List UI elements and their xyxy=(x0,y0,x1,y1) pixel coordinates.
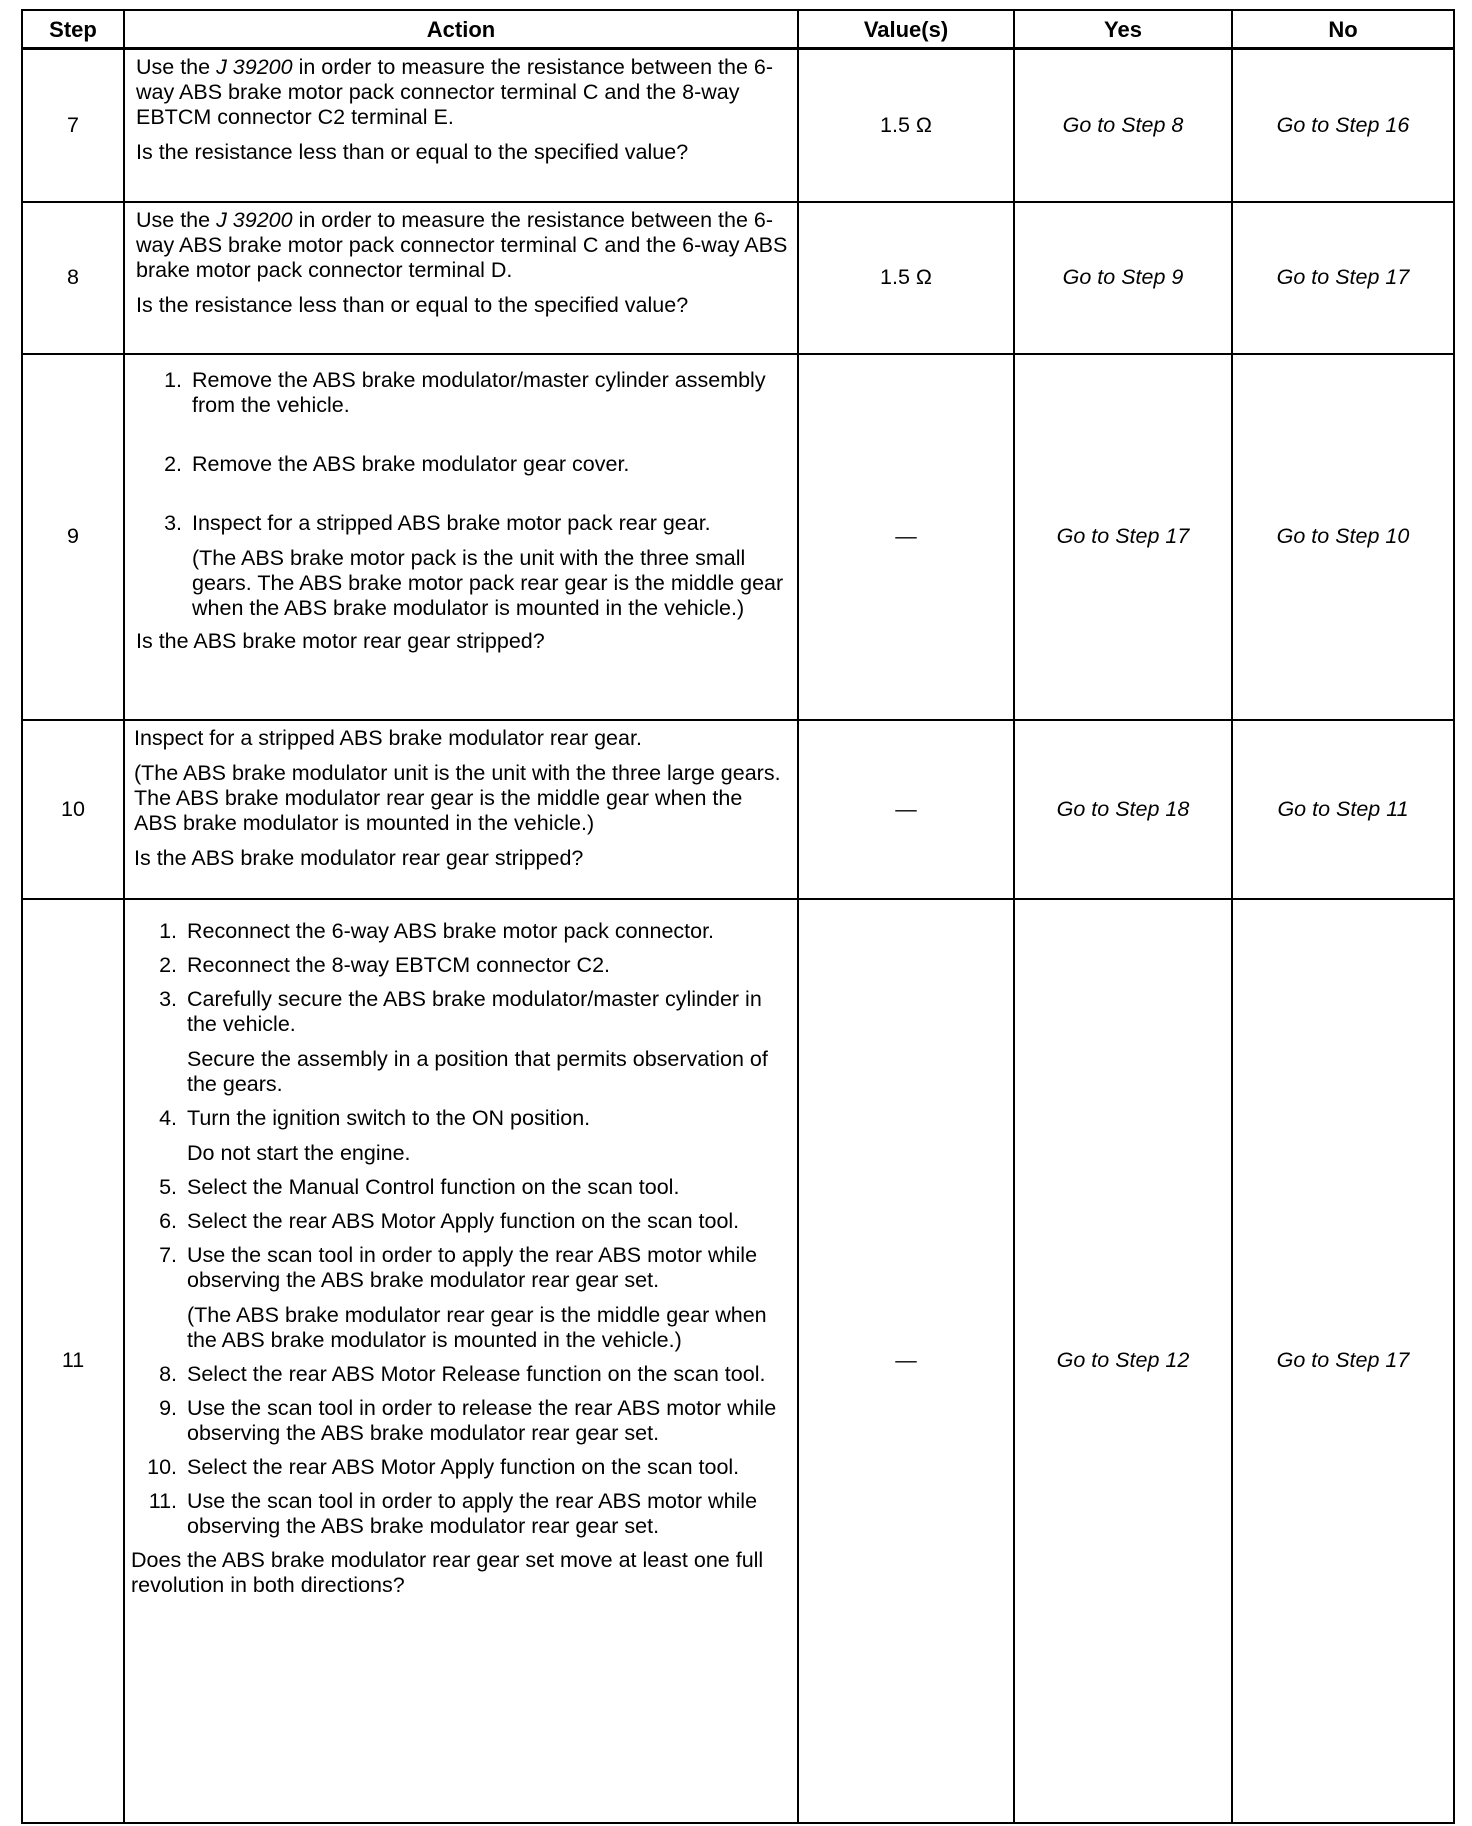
action-text: in order to measure the resistance between the 6-way ABS brake motor pack connector terminal C and the 8-way EBTCM connector C2 terminal E. xyxy=(136,55,774,129)
table-row-step-7 xyxy=(22,49,1454,202)
item-text: Select the rear ABS Motor Apply function on the scan tool. xyxy=(187,1208,740,1233)
no-link[interactable]: Go to Step 16 xyxy=(1232,49,1454,202)
item-note: (The ABS brake modulator rear gear is the middle gear when the ABS brake modulator is mounted in the vehicle.) xyxy=(187,1302,767,1352)
action-question: Is the ABS brake modulator rear gear stripped? xyxy=(134,845,584,870)
procedure-list xyxy=(136,360,789,621)
yes-link[interactable]: Go to Step 17 xyxy=(1014,354,1232,720)
tool-name: J 39200 xyxy=(216,55,293,79)
yes-link[interactable]: Go to Step 9 xyxy=(1014,202,1232,354)
table-row-step-9 xyxy=(22,354,1454,720)
list-item xyxy=(136,368,789,418)
action-cell xyxy=(124,354,798,720)
header-no: No xyxy=(1232,10,1454,49)
yes-link[interactable]: Go to Step 18 xyxy=(1014,720,1232,899)
list-item xyxy=(131,1396,789,1446)
item-number: 5. xyxy=(159,1174,177,1199)
list-item xyxy=(131,1455,789,1480)
action-text: in order to measure the resistance between the 6-way ABS brake motor pack connector terminal C and the 6-way ABS brake motor pack connector terminal D. xyxy=(136,207,788,282)
list-item xyxy=(131,1209,789,1234)
list-item xyxy=(131,1175,789,1200)
header-step: Step xyxy=(22,10,124,49)
item-text: Reconnect the 6-way ABS brake motor pack connector. xyxy=(187,918,715,943)
list-item xyxy=(136,511,789,621)
item-number: 9. xyxy=(159,1395,177,1420)
item-number: 1. xyxy=(159,918,177,943)
action-cell xyxy=(124,899,798,1823)
list-item xyxy=(131,1243,789,1353)
item-text: Select the rear ABS Motor Release function on the scan tool. xyxy=(187,1361,766,1386)
header-row xyxy=(22,10,1454,49)
action-question: Is the ABS brake motor rear gear stripped? xyxy=(136,628,545,653)
diagnostic-procedure-page xyxy=(21,9,1455,1824)
item-number: 8. xyxy=(159,1361,177,1386)
item-text: Use the scan tool in order to release the rear ABS motor while observing the ABS brake modulator rear gear set. xyxy=(187,1395,777,1445)
item-text: Remove the ABS brake modulator gear cover. xyxy=(192,451,630,476)
action-instruction xyxy=(136,208,789,283)
item-number: 10. xyxy=(147,1454,177,1479)
value-cell: — xyxy=(798,899,1014,1823)
yes-link[interactable]: Go to Step 12 xyxy=(1014,899,1232,1823)
yes-link[interactable]: Go to Step 8 xyxy=(1014,49,1232,202)
action-question: Is the resistance less than or equal to the specified value? xyxy=(136,292,689,317)
procedure-list xyxy=(131,905,789,1539)
list-item xyxy=(131,1106,789,1166)
action-cell xyxy=(124,49,798,202)
item-text: Reconnect the 8-way EBTCM connector C2. xyxy=(187,952,611,977)
item-number: 11. xyxy=(148,1488,177,1513)
action-question: Is the resistance less than or equal to the specified value? xyxy=(136,140,689,164)
step-number: 10 xyxy=(22,720,124,899)
no-link[interactable]: Go to Step 10 xyxy=(1232,354,1454,720)
item-text: Select the Manual Control function on the scan tool. xyxy=(187,1174,680,1199)
item-number: 2. xyxy=(164,451,182,476)
value-cell: — xyxy=(798,354,1014,720)
table-row-step-8 xyxy=(22,202,1454,354)
action-text: Use the xyxy=(136,55,217,79)
action-cell xyxy=(124,720,798,899)
item-note: (The ABS brake motor pack is the unit with the three small gears. The ABS brake motor pack rear gear is the middle gear when the ABS brake modulator is mounted in the vehicle.) xyxy=(192,545,784,620)
step-number: 11 xyxy=(22,899,124,1823)
action-question: Does the ABS brake modulator rear gear set move at least one full revolution in both directions? xyxy=(131,1547,764,1597)
header-action: Action xyxy=(124,10,798,49)
item-number: 3. xyxy=(164,510,182,535)
item-note: Do not start the engine. xyxy=(187,1140,411,1165)
table-row-step-10 xyxy=(22,720,1454,899)
list-item xyxy=(131,919,789,944)
no-link[interactable]: Go to Step 17 xyxy=(1232,202,1454,354)
no-link[interactable]: Go to Step 11 xyxy=(1232,720,1454,899)
action-instruction xyxy=(136,55,789,130)
action-cell xyxy=(124,202,798,354)
item-text: Inspect for a stripped ABS brake motor pack rear gear. xyxy=(192,510,711,535)
item-number: 6. xyxy=(159,1208,177,1233)
step-number: 9 xyxy=(22,354,124,720)
header-yes: Yes xyxy=(1014,10,1232,49)
list-item xyxy=(131,1362,789,1387)
value-cell: 1.5 Ω xyxy=(798,49,1014,202)
item-text: Carefully secure the ABS brake modulator/master cylinder in the vehicle. xyxy=(187,986,762,1036)
step-number: 8 xyxy=(22,202,124,354)
list-item xyxy=(131,953,789,978)
list-item xyxy=(131,987,789,1097)
table-row-step-11 xyxy=(22,899,1454,1823)
action-text: Use the xyxy=(136,207,217,232)
action-instruction: Inspect for a stripped ABS brake modulator rear gear. xyxy=(134,725,642,750)
item-number: 2. xyxy=(159,952,177,977)
item-text: Turn the ignition switch to the ON position. xyxy=(187,1105,591,1130)
list-item xyxy=(136,452,789,477)
no-link[interactable]: Go to Step 17 xyxy=(1232,899,1454,1823)
tool-name: J 39200 xyxy=(216,207,293,232)
item-note: Secure the assembly in a position that permits observation of the gears. xyxy=(187,1046,768,1096)
item-text: Use the scan tool in order to apply the rear ABS motor while observing the ABS brake modulator rear gear set. xyxy=(187,1242,758,1292)
item-number: 4. xyxy=(159,1105,177,1130)
value-cell: — xyxy=(798,720,1014,899)
diagnostic-table xyxy=(21,9,1455,1824)
value-cell: 1.5 Ω xyxy=(798,202,1014,354)
list-item xyxy=(131,1489,789,1539)
item-number: 1. xyxy=(164,367,182,392)
item-text: Use the scan tool in order to apply the rear ABS motor while observing the ABS brake modulator rear gear set. xyxy=(187,1488,758,1538)
item-number: 3. xyxy=(159,986,177,1011)
item-number: 7. xyxy=(159,1242,177,1267)
action-note: (The ABS brake modulator unit is the unit with the three large gears. The ABS brake modulator rear gear is the middle gear when the ABS brake modulator is mounted in the vehicle.) xyxy=(134,760,781,835)
item-text: Select the rear ABS Motor Apply function on the scan tool. xyxy=(187,1454,740,1479)
header-values: Value(s) xyxy=(798,10,1014,49)
item-text: Remove the ABS brake modulator/master cylinder assembly from the vehicle. xyxy=(192,367,766,417)
step-number: 7 xyxy=(22,49,124,202)
